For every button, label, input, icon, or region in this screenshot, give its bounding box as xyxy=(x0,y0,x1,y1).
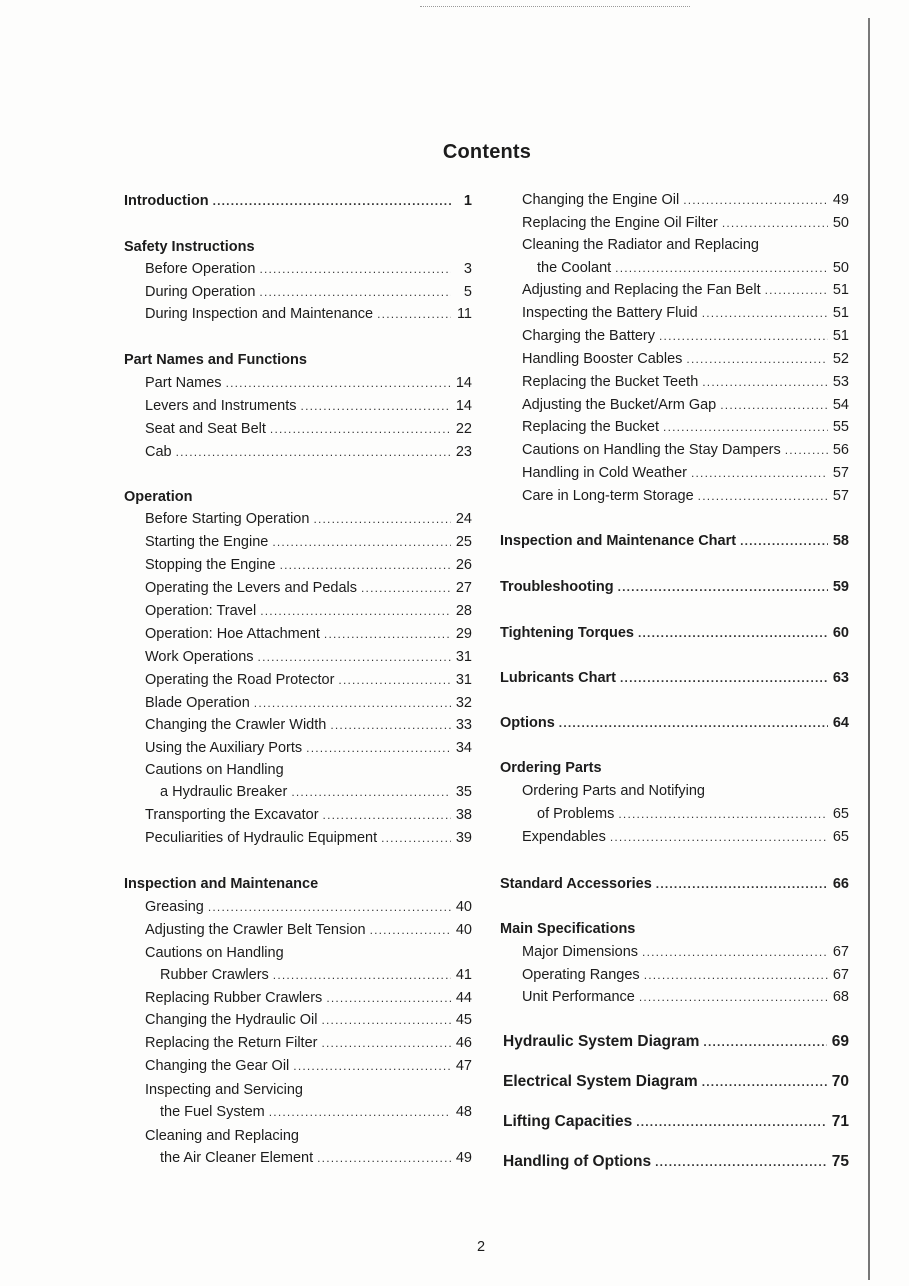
toc-entry-title: Part Names xyxy=(145,375,222,391)
toc-entry-title: the Air Cleaner Element xyxy=(160,1150,314,1166)
toc-entry-title: Operation: Travel xyxy=(145,603,257,619)
toc-entry-title: Electrical System Diagram xyxy=(503,1073,698,1090)
toc-entry-title: Major Dimensions xyxy=(522,944,639,960)
toc-page-number: 50 xyxy=(832,215,849,231)
toc-entry-title: Seat and Seat Belt xyxy=(145,421,266,437)
toc-entry-title: Cautions on Handling xyxy=(145,945,284,961)
toc-entry-title: Changing the Gear Oil xyxy=(145,1058,290,1074)
toc-page-number: 54 xyxy=(832,397,849,413)
toc-section-heading xyxy=(500,576,849,598)
toc-entry-title: Inspection and Maintenance Chart xyxy=(500,533,737,549)
dot-leader xyxy=(785,439,828,461)
toc-section-heading xyxy=(503,1031,849,1053)
toc-page-number: 34 xyxy=(455,740,472,756)
toc-entry-title: Charging the Battery xyxy=(522,328,655,344)
toc-entry-title: Changing the Engine Oil xyxy=(522,192,680,208)
toc-page-number: 58 xyxy=(832,533,849,549)
toc-entry xyxy=(522,302,849,324)
toc-page-number: 32 xyxy=(455,695,472,711)
toc-entry-title: Peculiarities of Hydraulic Equipment xyxy=(145,830,378,846)
toc-section-heading xyxy=(500,667,849,689)
toc-entry-title: Work Operations xyxy=(145,649,254,665)
toc-page-number: 5 xyxy=(463,284,472,300)
toc-section-heading xyxy=(500,918,635,940)
toc-entry-title: Lifting Capacities xyxy=(503,1113,633,1130)
toc-entry xyxy=(522,371,849,393)
toc-page-number: 28 xyxy=(455,603,472,619)
toc-page-number: 41 xyxy=(455,967,472,983)
toc-entry-title: Adjusting and Replacing the Fan Belt xyxy=(522,282,761,298)
toc-entry xyxy=(522,234,759,256)
toc-section-heading xyxy=(503,1071,849,1093)
toc-page-number: 51 xyxy=(832,305,849,321)
toc-page-number: 26 xyxy=(455,557,472,573)
toc-page-number: 64 xyxy=(832,715,849,731)
toc-entry-title: Starting the Engine xyxy=(145,534,269,550)
toc-entry-title: Unit Performance xyxy=(522,989,635,1005)
toc-entry-title: Cleaning and Replacing xyxy=(145,1128,299,1144)
toc-entry-title: Cautions on Handling xyxy=(145,762,284,778)
toc-entry-title: Handling Booster Cables xyxy=(522,351,683,367)
dot-leader xyxy=(618,803,827,825)
toc-entry-title: Expendables xyxy=(522,829,606,845)
toc-entry-title: Inspecting the Battery Fluid xyxy=(522,305,698,321)
toc-entry-title: Stopping the Engine xyxy=(145,557,276,573)
toc-page-number: 40 xyxy=(455,899,472,915)
dot-leader xyxy=(663,416,828,438)
dot-leader xyxy=(559,712,828,734)
toc-page-number: 49 xyxy=(455,1150,472,1166)
toc-page-number: 23 xyxy=(455,444,472,460)
toc-entry-title: Before Starting Operation xyxy=(145,511,310,527)
toc-entry xyxy=(522,964,849,986)
toc-entry xyxy=(522,462,849,484)
toc-entry-title: Cab xyxy=(145,444,172,460)
toc-entry-title: Lubricants Chart xyxy=(500,670,617,686)
toc-entry xyxy=(522,485,849,507)
toc-page-number: 69 xyxy=(831,1033,849,1050)
toc-page-number: 57 xyxy=(832,465,849,481)
toc-entry-title: Greasing xyxy=(145,899,204,915)
toc-page-number: 3 xyxy=(463,261,472,277)
toc-page-number: 59 xyxy=(832,579,849,595)
toc-entry xyxy=(522,212,849,234)
toc-page-number: 66 xyxy=(832,876,849,892)
dot-leader xyxy=(702,371,828,393)
toc-entry xyxy=(522,348,849,370)
toc-entry-title: Ordering Parts xyxy=(500,760,602,776)
toc-entry-title: Part Names and Functions xyxy=(124,352,307,368)
toc-entry-title: Handling in Cold Weather xyxy=(522,465,687,481)
toc-entry xyxy=(537,257,849,279)
toc-entry-title: During Inspection and Maintenance xyxy=(145,306,374,322)
toc-entry xyxy=(522,986,849,1008)
dot-leader xyxy=(636,1111,827,1133)
toc-entry xyxy=(522,189,849,211)
toc-page-number: 67 xyxy=(832,944,849,960)
toc-section-heading xyxy=(500,622,849,644)
toc-section-heading xyxy=(500,757,602,779)
page-number: 2 xyxy=(477,1239,486,1255)
toc-entry-title: Blade Operation xyxy=(145,695,250,711)
dot-leader xyxy=(659,325,828,347)
toc-entry-title: Main Specifications xyxy=(500,921,636,937)
toc-entry-title: Care in Long-term Storage xyxy=(522,488,694,504)
toc-entry-title: Operating the Road Protector xyxy=(145,672,335,688)
toc-page-number: 38 xyxy=(455,807,472,823)
toc-entry-title: Troubleshooting xyxy=(500,579,614,595)
toc-entry xyxy=(537,803,849,825)
dot-leader xyxy=(656,873,828,895)
dot-leader xyxy=(702,302,828,324)
toc-page-number: 75 xyxy=(831,1153,849,1170)
toc-page-number: 45 xyxy=(455,1012,472,1028)
toc-entry-title: Operating Ranges xyxy=(522,967,640,983)
toc-entry-title: the Fuel System xyxy=(160,1104,265,1120)
toc-page-number: 29 xyxy=(455,626,472,642)
toc-entry-title: Standard Accessories xyxy=(500,876,652,892)
toc-page-number: 67 xyxy=(832,967,849,983)
toc-page-number: 39 xyxy=(455,830,472,846)
toc-entry-title: Options xyxy=(500,715,555,731)
dot-leader xyxy=(639,986,828,1008)
dot-leader xyxy=(615,257,828,279)
toc-entry-title: Replacing the Bucket Teeth xyxy=(522,374,699,390)
toc-page-number: 60 xyxy=(832,625,849,641)
toc-page-number: 25 xyxy=(455,534,472,550)
toc-entry-title: the Coolant xyxy=(537,260,612,276)
toc-section-heading xyxy=(500,873,849,895)
toc-section-heading xyxy=(500,530,849,552)
toc-entry-title: Adjusting the Crawler Belt Tension xyxy=(145,922,366,938)
toc-page-number: 46 xyxy=(455,1035,472,1051)
toc-entry-title: Tightening Torques xyxy=(500,625,634,641)
toc-page-number: 71 xyxy=(831,1113,849,1130)
toc-page-number: 70 xyxy=(831,1073,849,1090)
toc-page-number: 55 xyxy=(832,419,849,435)
toc-entry-title: Using the Auxiliary Ports xyxy=(145,740,303,756)
toc-entry-title: Safety Instructions xyxy=(124,239,255,255)
toc-entry-title: Replacing Rubber Crawlers xyxy=(145,990,323,1006)
toc-entry-title: Hydraulic System Diagram xyxy=(503,1033,700,1050)
dot-leader xyxy=(655,1151,827,1173)
toc-page-number: 52 xyxy=(832,351,849,367)
page-title: Contents xyxy=(442,141,532,163)
toc-entry-title: Inspecting and Servicing xyxy=(145,1082,303,1098)
dot-leader xyxy=(686,348,827,370)
toc-entry xyxy=(522,826,849,848)
dot-leader xyxy=(765,279,828,301)
toc-entry-title: Before Operation xyxy=(145,261,256,277)
toc-entry-title: Handling of Options xyxy=(503,1153,652,1170)
toc-page-number: 51 xyxy=(832,328,849,344)
dot-leader xyxy=(642,941,828,963)
toc-entry xyxy=(522,394,849,416)
toc-page-number: 56 xyxy=(832,442,849,458)
toc-page-number: 1 xyxy=(463,193,472,209)
toc-section-heading xyxy=(503,1151,849,1173)
toc-page-number: 11 xyxy=(456,306,472,322)
toc-entry-title: Rubber Crawlers xyxy=(160,967,269,983)
dot-leader xyxy=(620,667,828,689)
dot-leader xyxy=(720,394,828,416)
dot-leader xyxy=(698,485,828,507)
toc-entry-title: Operation: Hoe Attachment xyxy=(145,626,320,642)
toc-page-number: 14 xyxy=(455,375,472,391)
toc-page-number: 48 xyxy=(455,1104,472,1120)
toc-entry-title: Cautions on Handling the Stay Dampers xyxy=(522,442,781,458)
toc-entry-title: Operation xyxy=(124,489,193,505)
toc-entry-title: Adjusting the Bucket/Arm Gap xyxy=(522,397,717,413)
toc-page-number: 57 xyxy=(832,488,849,504)
toc-entry xyxy=(522,780,705,802)
toc-page-number: 14 xyxy=(455,398,472,414)
dot-leader xyxy=(702,1071,827,1093)
toc-page-number: 65 xyxy=(832,806,849,822)
toc-entry-title: Levers and Instruments xyxy=(145,398,297,414)
toc-page-number: 22 xyxy=(455,421,472,437)
dot-leader xyxy=(740,530,828,552)
toc-entry-title: Inspection and Maintenance xyxy=(124,876,319,892)
toc-entry-title: Replacing the Bucket xyxy=(522,419,660,435)
toc-page-number: 68 xyxy=(832,989,849,1005)
dot-leader xyxy=(691,462,828,484)
toc-entry-title: Ordering Parts and Notifying xyxy=(522,783,705,799)
dot-leader xyxy=(722,212,828,234)
toc-section-heading xyxy=(500,712,849,734)
toc-entry xyxy=(522,416,849,438)
toc-page-number: 33 xyxy=(455,717,472,733)
toc-page-number: 51 xyxy=(832,282,849,298)
toc-page-number: 47 xyxy=(455,1058,472,1074)
toc-entry-title: Cleaning the Radiator and Replacing xyxy=(522,237,759,253)
toc-entry-title: Replacing the Engine Oil Filter xyxy=(522,215,718,231)
toc-page-number: 49 xyxy=(832,192,849,208)
toc-page-number: 40 xyxy=(455,922,472,938)
toc-page-number: 27 xyxy=(455,580,472,596)
toc-page-number: 35 xyxy=(455,784,472,800)
toc-entry-title: During Operation xyxy=(145,284,256,300)
toc-page-number: 53 xyxy=(832,374,849,390)
dot-leader xyxy=(610,826,828,848)
toc-entry-title: Changing the Crawler Width xyxy=(145,717,327,733)
toc-page-number: 50 xyxy=(832,260,849,276)
toc-entry-title: of Problems xyxy=(537,806,615,822)
toc-page-number: 63 xyxy=(832,670,849,686)
toc-page-number: 65 xyxy=(832,829,849,845)
toc-page-number: 44 xyxy=(455,990,472,1006)
toc-entry xyxy=(522,325,849,347)
toc-section-heading xyxy=(503,1111,849,1133)
dot-leader xyxy=(703,1031,826,1053)
toc-entry xyxy=(522,941,849,963)
dot-leader xyxy=(638,622,828,644)
toc-entry xyxy=(522,439,849,461)
dot-leader xyxy=(644,964,828,986)
toc-entry xyxy=(522,279,849,301)
dot-leader xyxy=(618,576,828,598)
toc-entry-title: Introduction xyxy=(124,193,209,209)
dot-leader xyxy=(683,189,828,211)
toc-entry-title: Transporting the Excavator xyxy=(145,807,319,823)
toc-page-number: 31 xyxy=(455,649,472,665)
toc-page-number: 24 xyxy=(455,511,472,527)
toc-entry-title: Operating the Levers and Pedals xyxy=(145,580,357,596)
toc-entry-title: Changing the Hydraulic Oil xyxy=(145,1012,318,1028)
toc-entry-title: Replacing the Return Filter xyxy=(145,1035,318,1051)
toc-page-number: 31 xyxy=(455,672,472,688)
toc-entry-title: a Hydraulic Breaker xyxy=(160,784,288,800)
